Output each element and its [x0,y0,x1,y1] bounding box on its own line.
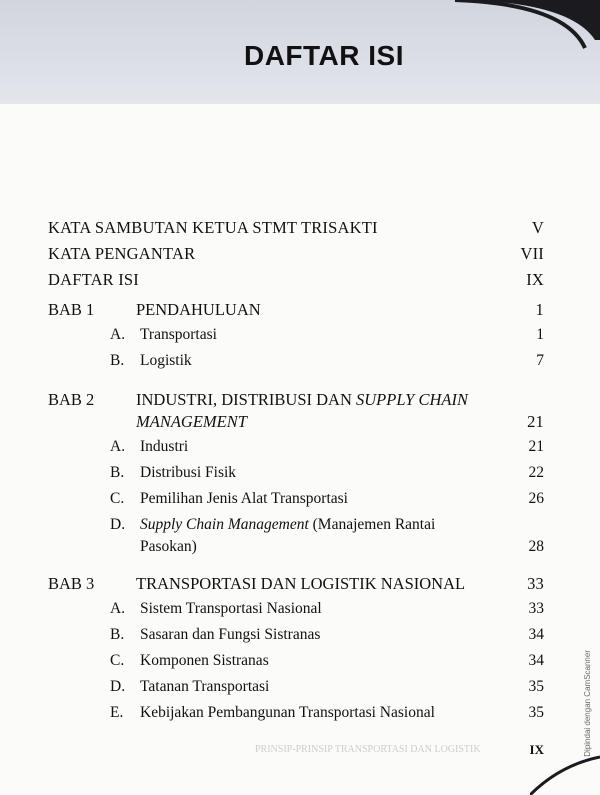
chapter-title: TRANSPORTASI DAN LOGISTIK NASIONAL [136,574,466,593]
toc-page-number: 33 [528,600,544,617]
section-letter: C. [110,490,125,507]
section-title: Sistem Transportasi Nasional [140,600,322,617]
section-title-part: (Manajemen Rantai [308,516,436,533]
chapter-title-part: INDUSTRI, DISTRIBUSI DAN [136,390,357,409]
section-title: Tatanan Transportasi [140,678,270,695]
section-letter: A. [110,438,126,455]
section-letter: B. [110,626,125,643]
toc-page-number: 21 [527,412,544,431]
section-letter: C. [110,652,125,669]
toc-page-number: 1 [535,300,544,319]
section-title: Sasaran dan Fungsi Sistranas [140,626,321,643]
chapter-title-italic: SUPPLY CHAIN [356,390,468,409]
toc-page-number: 34 [528,652,544,669]
chapter-number: BAB 2 [48,390,95,409]
toc-page-number: IX [526,270,544,289]
toc-page-number: 26 [528,490,544,507]
toc-page-number: 28 [528,538,544,555]
section-letter: D. [110,678,126,695]
toc-entry-label: KATA SAMBUTAN KETUA STMT TRISAKTI [48,218,378,237]
section-title [140,516,435,534]
section-title: Transportasi [140,326,217,343]
section-letter: D. [110,516,126,533]
toc-page-number: V [531,218,544,237]
section-title: Pemilihan Jenis Alat Transportasi [140,490,348,507]
footer-page-number: IX [529,742,544,757]
toc-page-number: 1 [536,326,544,343]
chapter-number: BAB 1 [48,300,95,319]
section-title: Logistik [140,352,192,369]
footer-running-title: PRINSIP-PRINSIP TRANSPORTASI DAN LOGISTIK [255,744,481,755]
chapter-title [136,390,468,410]
page-title: DAFTAR ISI [243,40,404,71]
section-letter: B. [110,352,125,369]
toc-page-number: 35 [528,704,544,721]
section-title-continued: Pasokan) [140,538,197,555]
toc-page-number: 34 [528,626,544,643]
section-title: Distribusi Fisik [140,464,237,481]
section-title: Industri [140,438,189,455]
chapter-title: PENDAHULUAN [136,300,261,319]
toc-page-number: VII [520,244,544,263]
toc-page-number: 7 [536,352,544,369]
section-title: Kebijakan Pembangunan Transportasi Nasional [140,704,435,721]
toc-page-number: 21 [528,438,544,455]
section-letter: B. [110,464,125,481]
section-letter: A. [110,600,126,617]
section-letter: E. [110,704,124,721]
toc-page-number: 35 [528,678,544,695]
toc-page-number: 33 [527,574,544,593]
section-title-italic: Supply Chain Management [140,516,309,533]
scanner-watermark: Dipindai dengan CamScanner [583,650,592,757]
section-letter: A. [110,326,126,343]
toc-page-number: 22 [528,464,544,481]
chapter-title-continued: MANAGEMENT [136,412,247,431]
toc-entry-label: DAFTAR ISI [48,270,139,289]
toc-entry-label: KATA PENGANTAR [48,244,196,263]
section-title: Komponen Sistranas [140,652,269,669]
chapter-number: BAB 3 [48,574,95,593]
